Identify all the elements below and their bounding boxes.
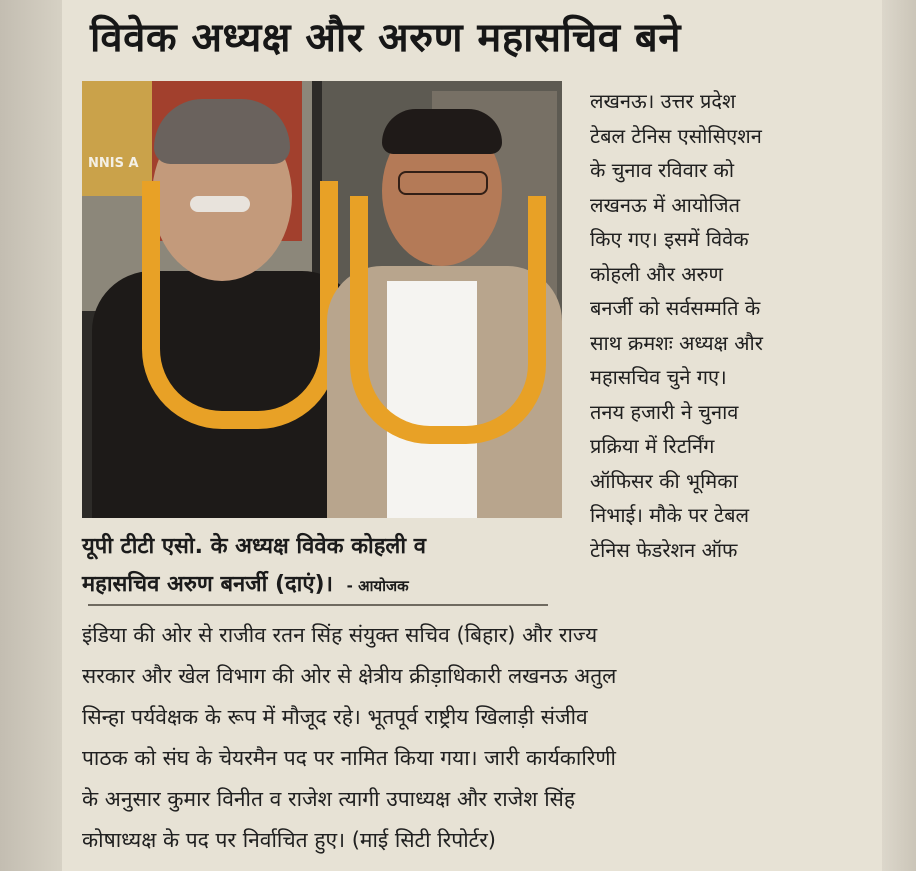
side-line: टेबल टेनिस एसोसिएशन bbox=[590, 123, 762, 148]
side-line: टेनिस फेडरेशन ऑफ bbox=[590, 537, 738, 562]
page-left-shadow bbox=[0, 0, 62, 871]
body-line: के अनुसार कुमार विनीत व राजेश त्यागी उपाध्यक्ष और राजेश सिंह bbox=[82, 787, 575, 811]
right-person-hair bbox=[382, 109, 502, 154]
right-person-garland bbox=[350, 196, 546, 444]
side-line: कोहली और अरुण bbox=[590, 261, 723, 286]
side-line: प्रक्रिया में रिटर्निंग bbox=[590, 434, 715, 458]
article-photo bbox=[82, 81, 562, 518]
photo-caption bbox=[82, 528, 552, 605]
article-side-column bbox=[590, 84, 880, 567]
side-line: लखनऊ। उत्तर प्रदेश bbox=[590, 89, 736, 113]
body-line: सरकार और खेल विभाग की ओर से क्षेत्रीय क्रीड़ाधिकारी लखनऊ अतुल bbox=[82, 664, 617, 688]
page-right-shadow bbox=[882, 0, 916, 871]
side-line: लखनऊ में आयोजित bbox=[590, 192, 741, 217]
body-line: कोषाध्यक्ष के पद पर निर्वाचित हुए। (माई सिटी रिपोर्टर) bbox=[82, 828, 496, 852]
side-line: तनय हजारी ने चुनाव bbox=[590, 399, 739, 424]
side-line: निभाई। मौके पर टेबल bbox=[590, 503, 750, 527]
side-line: किए गए। इसमें विवेक bbox=[590, 227, 749, 251]
photo-banner-text: NNIS A bbox=[88, 156, 139, 171]
article-headline: विवेक अध्यक्ष और अरुण महासचिव बने bbox=[90, 15, 681, 61]
photo-credit: - आयोजक bbox=[346, 577, 409, 595]
caption-line-2-text: महासचिव अरुण बनर्जी (दाएं)। bbox=[82, 572, 333, 597]
article-body bbox=[82, 615, 872, 861]
right-person-glasses bbox=[398, 171, 488, 195]
caption-divider bbox=[88, 604, 548, 606]
body-line: पाठक को संघ के चेयरमैन पद पर नामित किया गया। जारी कार्यकारिणी bbox=[82, 746, 616, 770]
side-line: बनर्जी को सर्वसम्मति के bbox=[590, 296, 761, 320]
body-line: इंडिया की ओर से राजीव रतन सिंह संयुक्त सचिव (बिहार) और राज्य bbox=[82, 623, 598, 647]
side-line: महासचिव चुने गए। bbox=[590, 365, 727, 389]
side-line: के चुनाव रविवार को bbox=[590, 158, 735, 182]
side-line: साथ क्रमशः अध्यक्ष और bbox=[590, 330, 763, 355]
caption-line-1: यूपी टीटी एसो. के अध्यक्ष विवेक कोहली व bbox=[82, 534, 426, 559]
left-person-garland bbox=[142, 181, 338, 429]
photo-banner-yellow bbox=[82, 81, 162, 196]
caption-line-2 bbox=[82, 566, 552, 605]
body-line: सिन्हा पर्यवेक्षक के रूप में मौजूद रहे। भूतपूर्व राष्ट्रीय खिलाड़ी संजीव bbox=[82, 705, 588, 729]
side-line: ऑफिसर की भूमिका bbox=[590, 468, 738, 493]
left-person-hair bbox=[154, 99, 290, 164]
